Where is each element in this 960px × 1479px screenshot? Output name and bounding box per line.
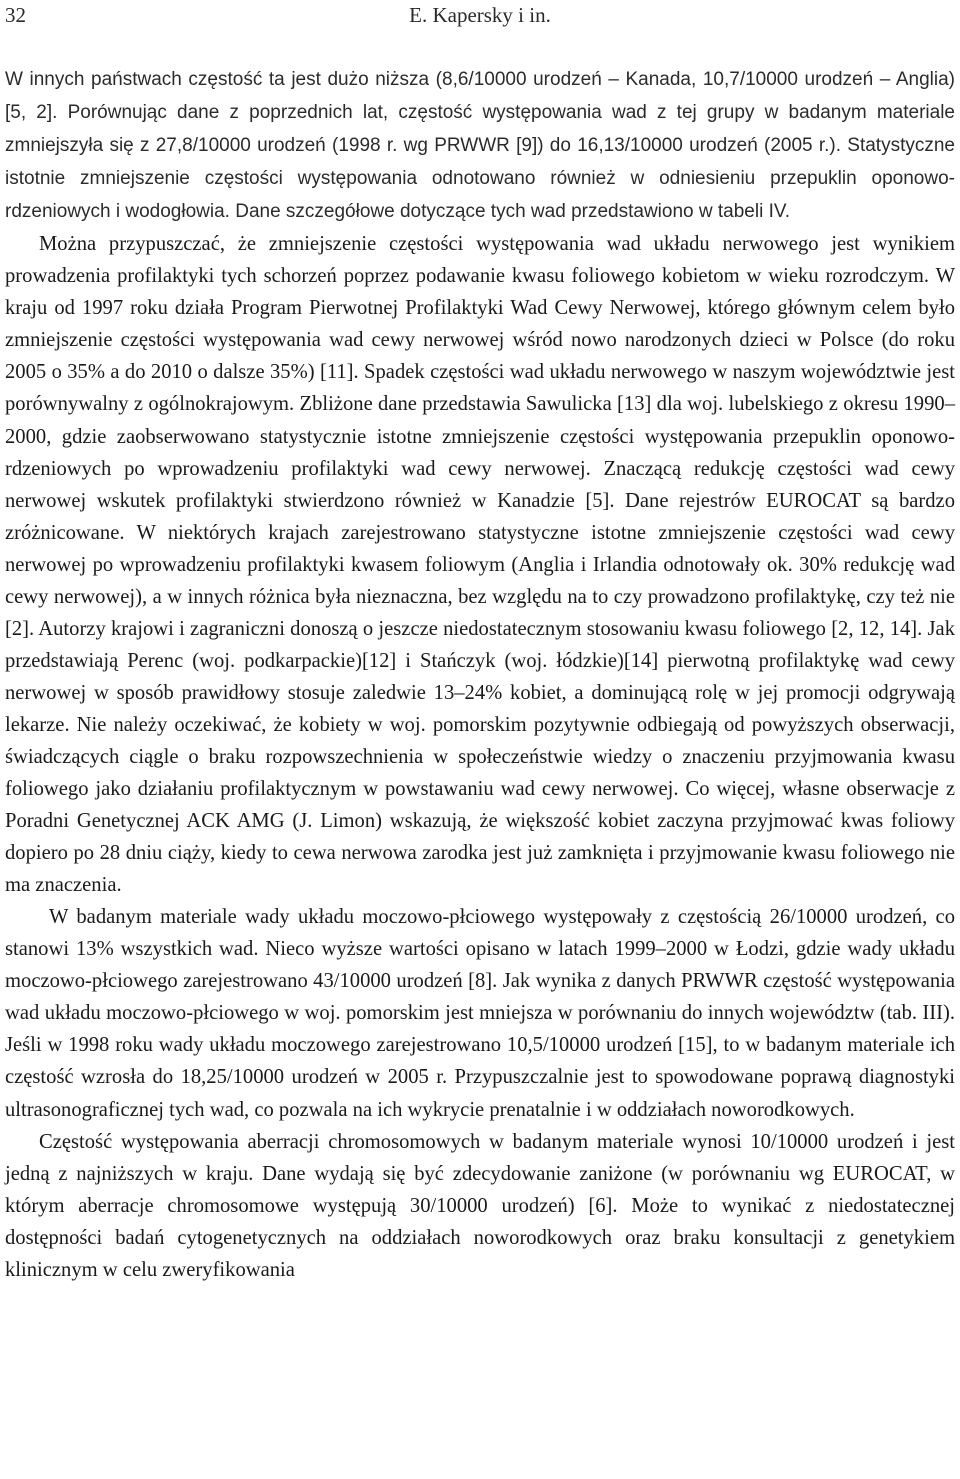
body-text: [5, 63, 955, 1286]
paragraph-1-text: W innych państwach częstość ta jest dużo niższa (8,6/10000 urodzeń – Kanada, 10,7/10000 urodzeń – Anglia) [5, 2]. Porównując dane z poprzednich lat, częstość występowania wad z tej grupy w badanym materiale zmniejszyła się z 27,8/10000 urodzeń (1998 r. wg PRWWR [9]) do 16,13/10000 urodzeń (2005 r.). Statystyczne istotnie zmniejszenie częstości występowania odnotowano również w odniesieniu przepuklin oponowo-rdzeniowych i wodogłowia. Dane szczegółowe dotyczące tych wad przedstawiono w tabeli IV.: [5, 69, 955, 223]
paragraph-3-text: W badanym materiale wady układu moczowo-płciowego występowały z częstością 26/10000 urodzeń, co stanowi 13% wszystkich wad. Nieco wyższe wartości opisano w latach 1999–2000 w Łodzi, gdzie wady układu moczowo-płciowego zarejestrowano 43/10000 urodzeń [8]. Jak wynika z danych PRWWR częstość występowania wad układu moczowo-płciowego w woj. pomorskim jest mniejsza w porównaniu do innych województw (tab. III). Jeśli w 1998 roku wady układu moczowego zarejestrowano 10,5/10000 urodzeń [15], to w badanym materiale ich częstość wzrosła do 18,25/10000 urodzeń w 2005 r. Przypuszczalnie jest to spowodowane poprawą diagnostyki ultrasonograficznej tych wad, co pozwala na ich wykrycie prenatalnie i w oddziałach noworodkowych.: [5, 906, 955, 1121]
paragraph-1: [5, 63, 955, 228]
paragraph-2-text: Można przypuszczać, że zmniejszenie częstości występowania wad układu nerwowego jest wynikiem prowadzenia profilaktyki tych schorzeń poprzez podawanie kwasu foliowego kobietom w wieku rozrodczym. W kraju od 1997 roku działa Program Pierwotnej Profilaktyki Wad Cewy Nerwowej, którego głównym celem było zmniejszenie częstości występowania wad cewy nerwowej wśród nowo narodzonych dzieci w Polsce (do roku 2005 o 35% a do 2010 o dalsze 35%) [11]. Spadek częstości wad układu nerwowego w naszym województwie jest porównywalny z ogólnokrajowym. Zbliżone dane przedstawia Sawulicka [13] dla woj. lubelskiego z okresu 1990–2000, gdzie zaobserwowano statystycznie istotne zmniejszenie częstości występowania przepuklin oponowo-rdzeniowych po wprowadzeniu profilaktyki wad cewy nerwowej. Znaczącą redukcję częstości wad cewy nerwowej wskutek profilaktyki stwierdzono również w Kanadzie [5]. Dane rejestrów EUROCAT są bardzo zróżnicowane. W niektórych krajach zarejestrowano statystyczne istotne zmniejszenie częstości wad cewy nerwowej po wprowadzeniu profilaktyki kwasem foliowym (Anglia i Irlandia odnotowały ok. 30% redukcję wad cewy nerwowej), a w innych różnica była nieznaczna, bez względu na to czy prowadzono profilaktykę, czy też nie [2]. Autorzy krajowi i zagraniczni donoszą o jeszcze niedostatecznym stosowaniu kwasu foliowego [2, 12, 14]. Jak przedstawiają Perenc (woj. podkarpackie)[12] i Stańczyk (woj. łódzkie)[14] pierwotną profilaktykę wad cewy nerwowej w sposób prawidłowy stosuje zaledwie 13–24% kobiet, a dominującą rolę w jej promocji odgrywają lekarze. Nie należy oczekiwać, że kobiety w woj. pomorskim pozytywnie odbiegają od powyższych obserwacji, świadczących ciągle o braku rozpowszechnienia w społeczeństwie wiedzy o znaczeniu przyjmowania kwasu foliowego jako działaniu profilaktycznym w powstawaniu wad cewy nerwowej. Co więcej, własne obserwacje z Poradni Genetycznej ACK AMG (J. Limon) wskazują, że większość kobiet zaczyna przyjmować kwas foliowy dopiero po 28 dniu ciąży, kiedy to cewa nerwowa zarodka jest już zamknięta i przyjmowanie kwasu foliowego nie ma znaczenia.: [5, 233, 955, 897]
header-authors: E. Kapersky i in.: [409, 3, 551, 27]
paragraph-4: [5, 1126, 955, 1286]
page-number: 32: [5, 3, 26, 27]
paragraph-2: [5, 228, 955, 901]
running-header: [5, 2, 955, 28]
paragraph-4-text: Częstość występowania aberracji chromosomowych w badanym materiale wynosi 10/10000 urodzeń i jest jedną z najniższych w kraju. Dane wydają się być zdecydowanie zaniżone (w porównaniu wg EUROCAT, w którym aberracje chromosomowe występują 30/10000 urodzeń) [6]. Może to wynikać z niedostatecznej dostępności badań cytogenetycznych na oddziałach noworodkowych oraz braku konsultacji z genetykiem klinicznym w celu zweryfikowania: [5, 1130, 955, 1281]
paragraph-3: [5, 901, 955, 1125]
